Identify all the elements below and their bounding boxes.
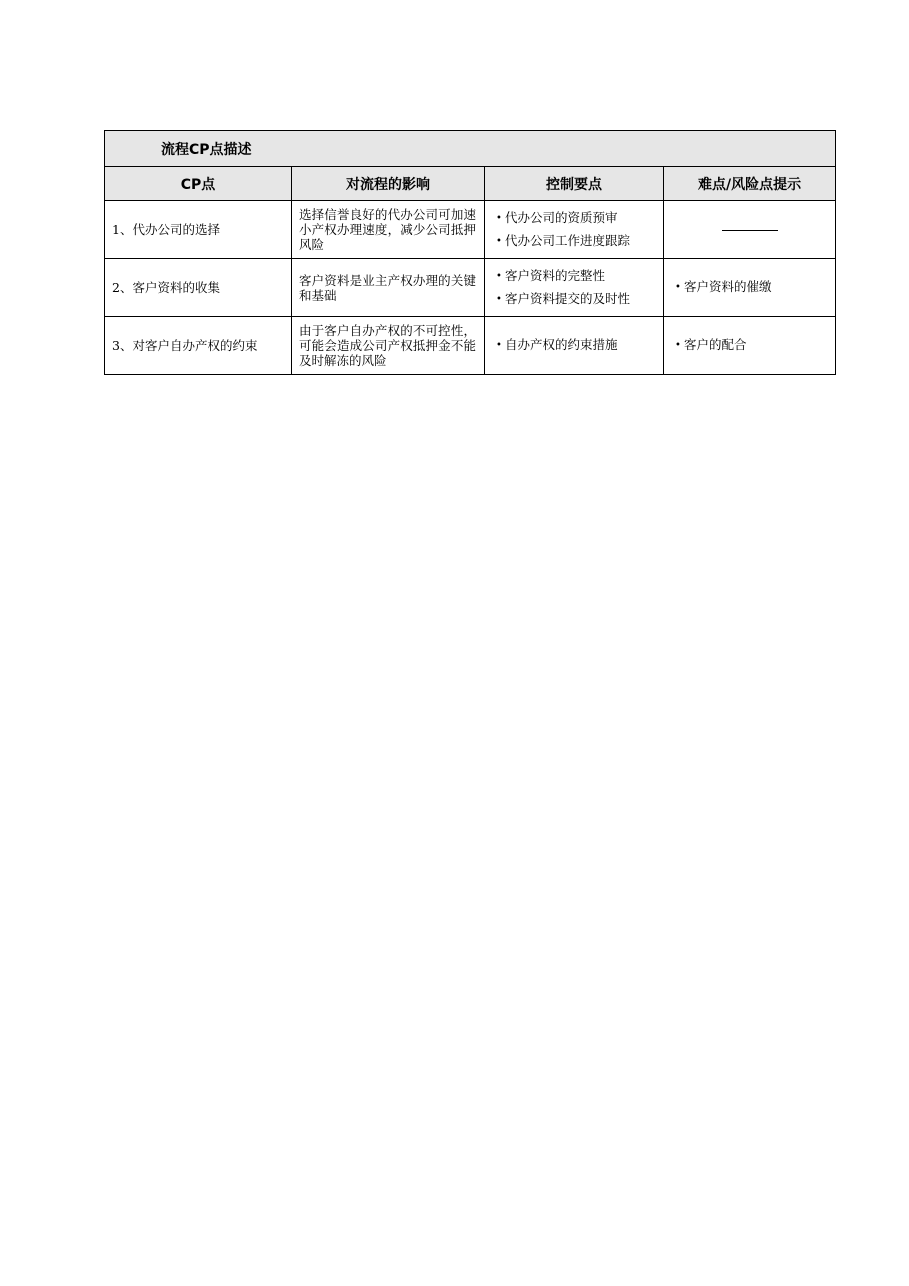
header-risk: 难点/风险点提示 bbox=[664, 167, 836, 201]
control-item: • 代办公司工作进度跟踪 bbox=[497, 230, 663, 253]
table-row bbox=[105, 201, 836, 259]
impact-cell: 选择信誉良好的代办公司可加速小产权办理速度，减少公司抵押风险 bbox=[292, 201, 485, 259]
table-header-row bbox=[105, 167, 836, 201]
cp-description-table bbox=[104, 130, 836, 375]
control-item: • 客户资料的完整性 bbox=[497, 265, 663, 288]
risk-item: • 客户的配合 bbox=[676, 334, 835, 357]
cp-cell: 1、代办公司的选择 bbox=[105, 201, 292, 259]
table-title: 流程CP点描述 bbox=[105, 131, 836, 167]
control-cell bbox=[485, 259, 664, 317]
control-cell bbox=[485, 317, 664, 375]
risk-item: • 客户资料的催缴 bbox=[676, 276, 835, 299]
table-row bbox=[105, 259, 836, 317]
empty-dash-line bbox=[722, 230, 778, 231]
control-list bbox=[485, 265, 663, 311]
control-cell bbox=[485, 201, 664, 259]
risk-list bbox=[664, 276, 835, 299]
header-impact: 对流程的影响 bbox=[292, 167, 485, 201]
control-list bbox=[485, 334, 663, 357]
control-item: • 客户资料提交的及时性 bbox=[497, 288, 663, 311]
risk-cell bbox=[664, 317, 836, 375]
control-list bbox=[485, 207, 663, 253]
header-cp: CP点 bbox=[105, 167, 292, 201]
risk-cell bbox=[664, 259, 836, 317]
table-title-row bbox=[105, 131, 836, 167]
impact-cell: 由于客户自办产权的不可控性，可能会造成公司产权抵押金不能及时解冻的风险 bbox=[292, 317, 485, 375]
risk-list bbox=[664, 334, 835, 357]
cp-cell: 2、客户资料的收集 bbox=[105, 259, 292, 317]
control-item: • 自办产权的约束措施 bbox=[497, 334, 663, 357]
impact-cell: 客户资料是业主产权办理的关键和基础 bbox=[292, 259, 485, 317]
control-item: • 代办公司的资质预审 bbox=[497, 207, 663, 230]
risk-cell-empty bbox=[664, 201, 836, 259]
header-control: 控制要点 bbox=[485, 167, 664, 201]
table-row bbox=[105, 317, 836, 375]
cp-cell: 3、对客户自办产权的约束 bbox=[105, 317, 292, 375]
